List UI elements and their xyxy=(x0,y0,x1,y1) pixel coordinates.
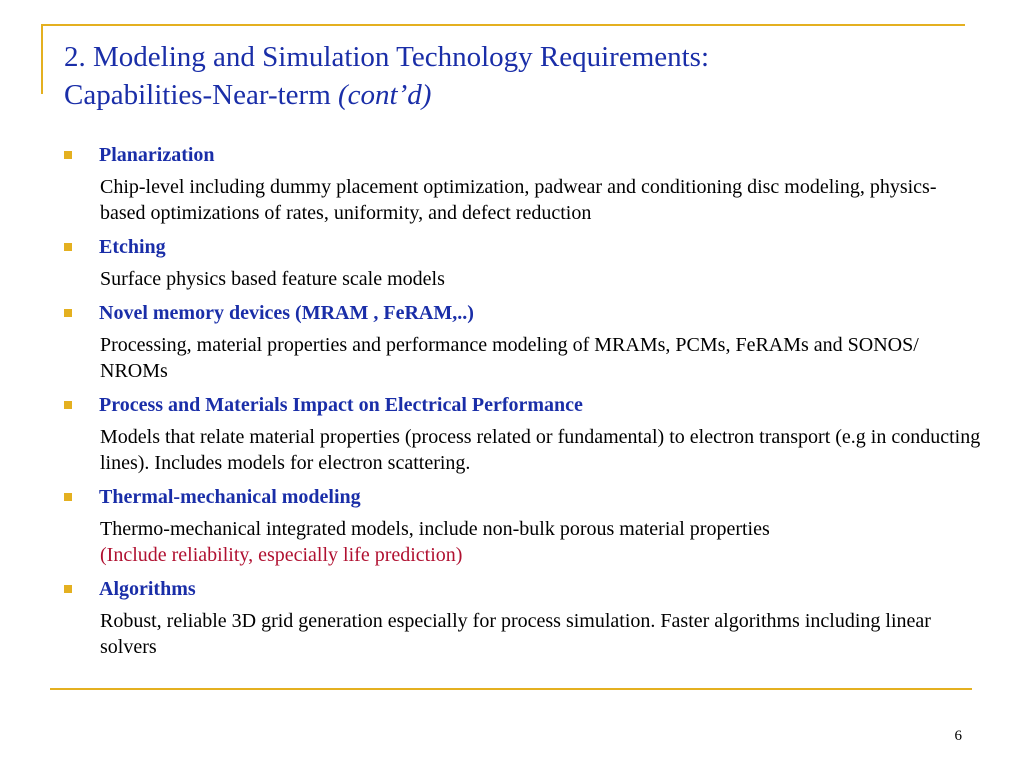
bottom-divider-line xyxy=(50,688,972,690)
page-number: 6 xyxy=(954,728,962,744)
list-item-novel-memory xyxy=(62,298,982,384)
description-text: Surface physics based feature scale models xyxy=(100,268,445,290)
bullet-description xyxy=(62,174,982,226)
title-italic: (cont’d) xyxy=(338,79,432,111)
bullet-heading-row xyxy=(62,140,982,170)
slide-title xyxy=(64,38,964,114)
square-bullet-icon xyxy=(64,151,72,159)
bullet-heading: Etching xyxy=(99,236,166,258)
bullet-list xyxy=(62,140,982,666)
bullet-heading-row xyxy=(62,574,982,604)
description-text: Chip-level including dummy placement optimization, padwear and conditioning disc modeling, physics-based optimizations of rates, uniformity, and defect reduction xyxy=(100,176,937,224)
bullet-heading-row xyxy=(62,482,982,512)
left-accent-line xyxy=(41,24,43,94)
bullet-heading-row xyxy=(62,390,982,420)
bullet-heading: Planarization xyxy=(99,144,215,166)
bullet-description xyxy=(62,332,982,384)
list-item-thermal-mechanical xyxy=(62,482,982,568)
list-item-planarization xyxy=(62,140,982,226)
title-line-2: Capabilities-Near-term xyxy=(64,79,331,111)
bullet-heading: Thermal-mechanical modeling xyxy=(99,486,361,508)
description-text: Processing, material properties and performance modeling of MRAMs, PCMs, FeRAMs and SONOS/ NROMs xyxy=(100,334,919,382)
bullet-description xyxy=(62,516,982,568)
bullet-heading: Process and Materials Impact on Electrical Performance xyxy=(99,394,583,416)
reliability-note: (Include reliability, especially life prediction) xyxy=(100,544,463,566)
square-bullet-icon xyxy=(64,401,72,409)
list-item-algorithms xyxy=(62,574,982,660)
bullet-heading: Novel memory devices (MRAM , FeRAM,..) xyxy=(99,302,474,324)
bullet-heading-row xyxy=(62,232,982,262)
square-bullet-icon xyxy=(64,585,72,593)
description-text: Thermo-mechanical integrated models, include non-bulk porous material properties xyxy=(100,518,770,540)
top-divider-line xyxy=(41,24,965,26)
bullet-description xyxy=(62,424,982,476)
description-text: Models that relate material properties (process related or fundamental) to electron transport (e.g in conducting lines). Includes models for electron scattering. xyxy=(100,426,981,474)
square-bullet-icon xyxy=(64,309,72,317)
square-bullet-icon xyxy=(64,243,72,251)
bullet-heading: Algorithms xyxy=(99,578,196,600)
list-item-etching xyxy=(62,232,982,292)
square-bullet-icon xyxy=(64,493,72,501)
description-text: Robust, reliable 3D grid generation especially for process simulation. Faster algorithms including linear solvers xyxy=(100,610,931,658)
title-line-1: 2. Modeling and Simulation Technology Requirements: xyxy=(64,41,710,73)
list-item-process-materials xyxy=(62,390,982,476)
bullet-heading-row xyxy=(62,298,982,328)
bullet-description xyxy=(62,608,982,660)
bullet-description xyxy=(62,266,982,292)
